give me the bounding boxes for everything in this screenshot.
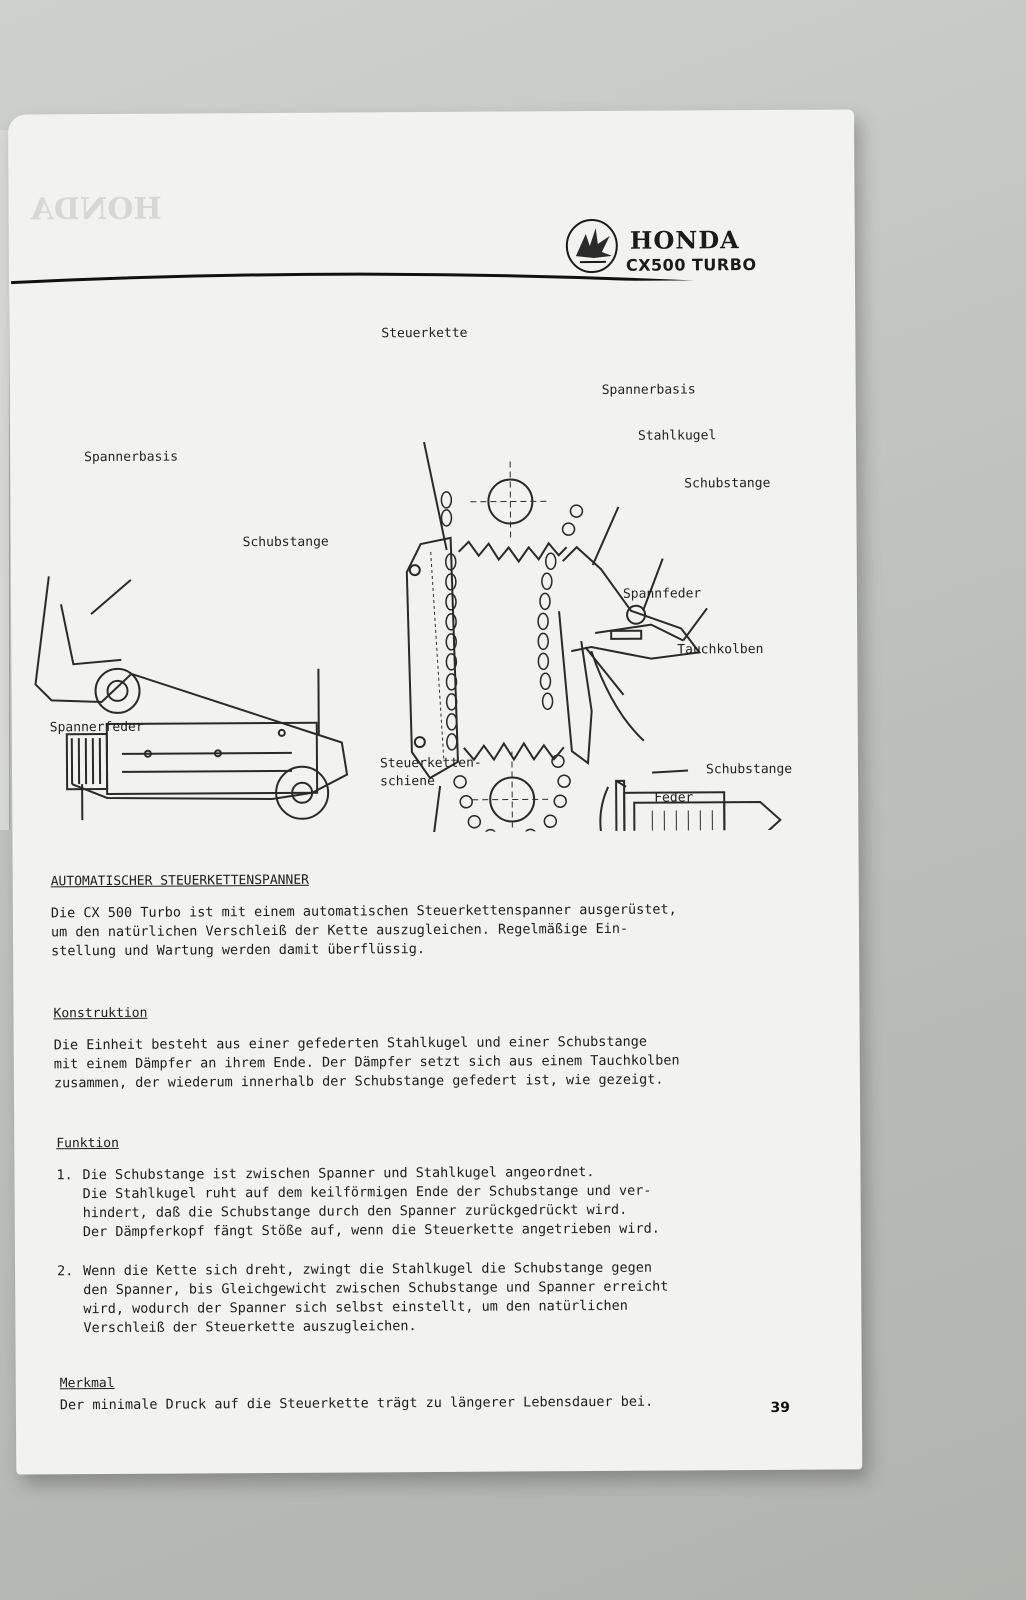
funktion-item-1-text: Die Schubstange ist zwischen Spanner und Stahlkugel angeordnet. Die Stahlkugel ruht auf dem keilförmigen Ende der Schubstange und ver- hindert, daß die Schubstange durch den Spanner zurückgedrückt wird. Der Dämpferkopf fängt Stöße auf, wenn die Steuerkette angetrieben wird. <box>82 1164 660 1241</box>
section-title: AUTOMATISCHER STEUERKETTENSPANNER <box>50 872 310 890</box>
label-steuerkettenschiene-2: schiene <box>380 773 435 790</box>
brand-name: HONDA <box>629 225 740 255</box>
label-tauchkolben: Tauchkolben <box>677 641 764 658</box>
manual-page <box>8 109 862 1474</box>
label-spannfeder: Spannfeder <box>622 586 702 602</box>
funktion-heading: Funktion <box>56 1135 119 1152</box>
konstruktion-heading: Konstruktion <box>53 1005 148 1022</box>
merkmal-paragraph: Der minimale Druck auf die Steuerkette trägt zu längerer Lebensdauer bei. <box>59 1393 654 1414</box>
label-schubstange-left: Schubstange <box>242 534 329 551</box>
label-schubstange-detail: Schubstange <box>705 761 793 778</box>
label-schubstange-right: Schubstange <box>684 475 771 492</box>
label-steuerkette: Steuerkette <box>381 325 468 342</box>
page-number: 39 <box>770 1399 790 1416</box>
label-spannerfeder: Spannerfeder <box>49 719 144 736</box>
model-name: CX500 TURBO <box>625 255 757 275</box>
label-spannerbasis-right: Spannerbasis <box>601 382 696 398</box>
upper-sprocket-drawing <box>458 461 567 562</box>
label-steuerkettenschiene-1: Steuerketten- <box>379 755 482 772</box>
plunger-detail-drawing <box>600 780 781 835</box>
left-tensioner-drawing <box>35 575 347 821</box>
label-spannerbasis-left: Spannerbasis <box>84 449 179 466</box>
funktion-item-2-number: 2. <box>57 1263 74 1280</box>
header-rule <box>11 260 781 285</box>
konstruktion-paragraph: Die Einheit besteht aus einer gefederten Stahlkugel und einer Schubstange mit einem Dämpfer an ihrem Ende. Der Dämpfer setzt sich aus einem Tauchkolben zusammen, der wiederum innerhalb der Schubstange gefedert ist, wie gezeigt. <box>53 1033 680 1092</box>
merkmal-heading: Merkmal <box>59 1375 115 1392</box>
show-through-logo: HONDA <box>30 191 162 228</box>
funktion-item-1-number: 1. <box>56 1167 73 1184</box>
label-feder: Feder <box>654 790 694 806</box>
label-stahlkugel: Stahlkugel <box>637 428 717 444</box>
funktion-item-2-text: Wenn die Kette sich dreht, zwingt die Stahlkugel die Schubstange gegen den Spanner, bis Gleichgewicht zwischen Schubstange und Spanner erreicht wird, wodurch der Spanner sich selbst einstellt, um den natürlichen Verschleiß der Steuerkette auszugleichen. <box>83 1259 669 1337</box>
intro-paragraph: Die CX 500 Turbo ist mit einem automatischen Steuerkettenspanner ausgerüstet, um den natürlichen Verschleiß der Kette auszugleichen. Regelmäßige Ein- stellung und Wartung werden damit überflüssig. <box>50 901 677 960</box>
